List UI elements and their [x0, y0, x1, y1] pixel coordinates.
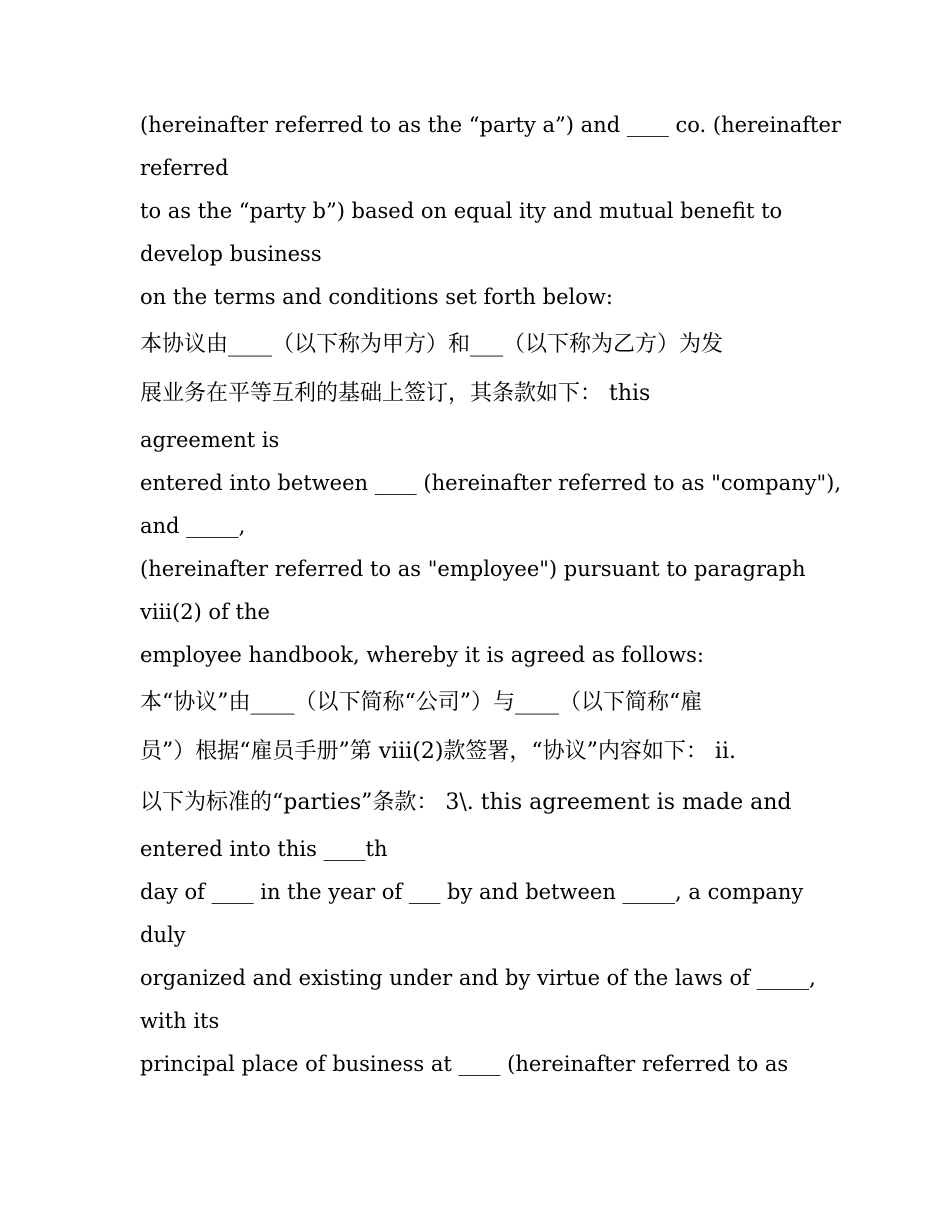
- text-line: entered into between ____ (hereinafter referred to as "company"),: [140, 471, 842, 495]
- text-line: 本“协议”由____（以下简称“公司”）与____（以下简称“雇: [140, 690, 703, 715]
- text-line: on the terms and conditions set forth below:: [140, 285, 613, 309]
- text-line: (hereinafter referred to as the “party a”) and ____ co. (hereinafter: [140, 113, 841, 137]
- document-body: [140, 104, 842, 1086]
- text-line: agreement is: [140, 428, 280, 452]
- text-line: referred: [140, 156, 229, 180]
- text-line: entered into this ____th: [140, 837, 388, 861]
- text-line: viii(2) of the: [140, 600, 270, 624]
- text-line: and _____,: [140, 514, 246, 538]
- text-line: principal place of business at ____ (hereinafter referred to as: [140, 1052, 789, 1076]
- text-line: 以下为标准的“parties”条款： 3\. this agreement is made and: [140, 790, 792, 815]
- text-line: to as the “party b”) based on equal ity and mutual benefit to: [140, 199, 783, 223]
- text-line: employee handbook, whereby it is agreed as follows:: [140, 643, 704, 667]
- text-line: 展业务在平等互利的基础上签订，其条款如下： this: [140, 381, 651, 406]
- text-line: develop business: [140, 242, 322, 266]
- text-line: with its: [140, 1009, 220, 1033]
- text-line: 本协议由____（以下称为甲方）和___（以下称为乙方）为发: [140, 332, 724, 357]
- text-line: duly: [140, 923, 186, 947]
- text-line: 员”）根据“雇员手册”第 viii(2)款签署，“协议”内容如下： ii.: [140, 739, 736, 764]
- text-line: (hereinafter referred to as "employee") pursuant to paragraph: [140, 557, 806, 581]
- text-line: organized and existing under and by virtue of the laws of _____,: [140, 966, 816, 990]
- text-line: day of ____ in the year of ___ by and between _____, a company: [140, 880, 804, 904]
